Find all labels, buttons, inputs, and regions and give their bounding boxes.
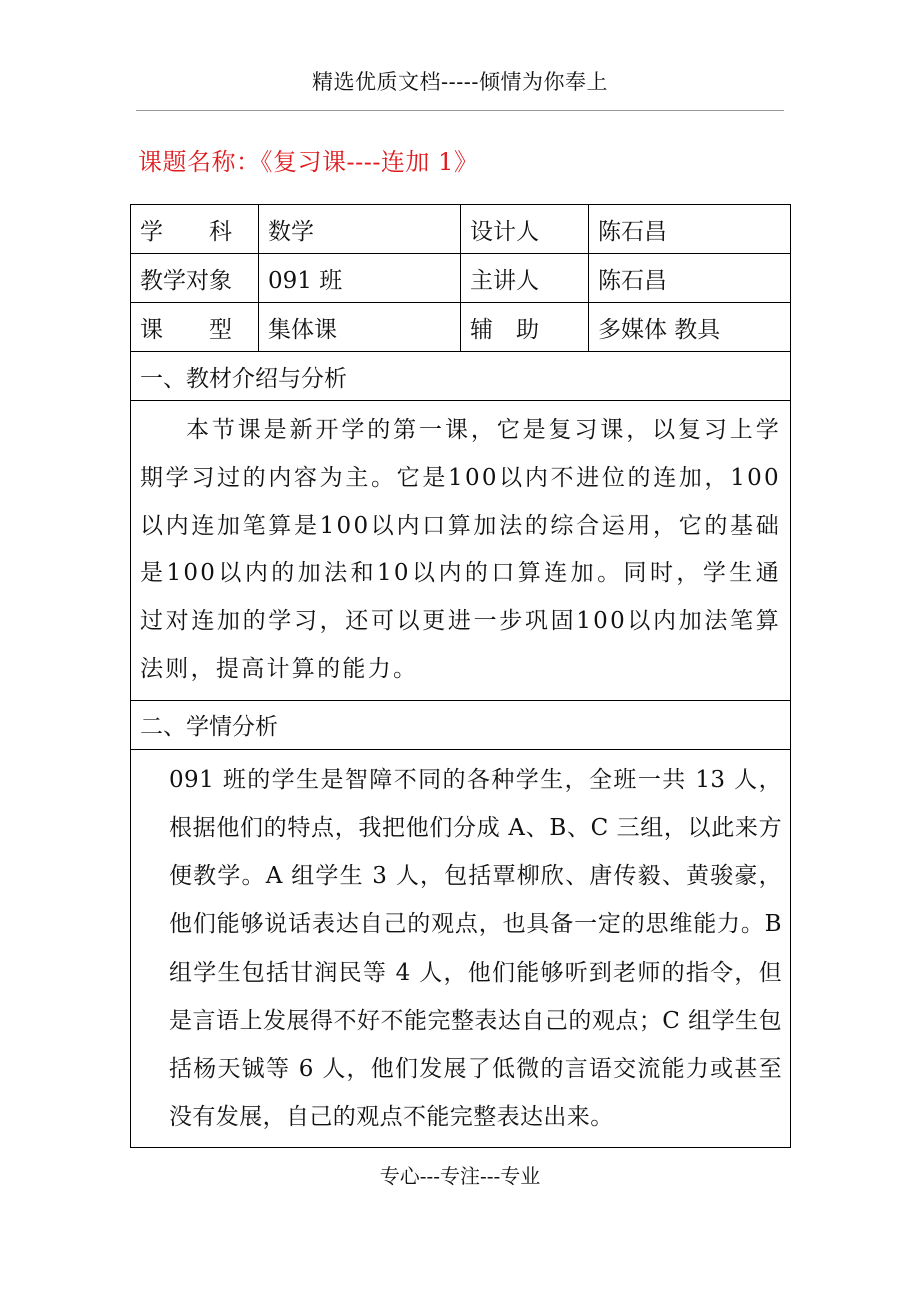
class-value: 091 班 <box>259 254 461 303</box>
students-analysis-text: 091 班的学生是智障不同的各种学生，全班一共 13 人，根据他们的特点，我把他们分成 A、B、C 三组，以此来方便教学。A 组学生 3 人，包括覃柳欣、唐传毅、黄骏豪，他们能够说话表达自己的观点，也具备一定的思维能力。B 组学生包括甘润民等 4 人，他们能够听到老师的指令，但是言语上发展得不好不能完整表达自己的观点；C 组学生包括杨天铖等 6 人，他们发展了低微的言语交流能力或甚至没有发展，自己的观点不能完整表达出来。 <box>131 749 791 1148</box>
section-body-row-students <box>131 749 791 1148</box>
lesson-plan-table <box>130 204 791 1148</box>
lecturer-value: 陈石昌 <box>589 254 791 303</box>
info-row-type <box>131 303 791 352</box>
info-row-subject <box>131 205 791 254</box>
type-label: 课 型 <box>131 303 259 352</box>
textbook-section-heading: 一、教材介绍与分析 <box>131 352 791 401</box>
designer-value: 陈石昌 <box>589 205 791 254</box>
textbook-analysis-text: 本节课是新开学的第一课，它是复习课，以复习上学期学习过的内容为主。它是100以内不进位的连加，100以内连加笔算是100以内口算加法的综合运用，它的基础是100以内的加法和10以内的口算连加。同时，学生通过对连加的学习，还可以更进一步巩固100以内加法笔算法则，提高计算的能力。 <box>131 401 791 701</box>
lesson-title: 课题名称：《复习课----连加 1》 <box>138 148 479 176</box>
aid-value: 多媒体 教具 <box>589 303 791 352</box>
aid-label: 辅 助 <box>461 303 589 352</box>
type-value: 集体课 <box>259 303 461 352</box>
header-divider <box>136 110 784 111</box>
page-footer: 专心---专注---专业 <box>379 1164 541 1188</box>
designer-label: 设计人 <box>461 205 589 254</box>
info-row-class <box>131 254 791 303</box>
section-heading-row-students <box>131 700 791 749</box>
page-header: 精选优质文档-----倾情为你奉上 <box>312 70 608 94</box>
subject-label: 学 科 <box>131 205 259 254</box>
students-section-heading: 二、学情分析 <box>131 700 791 749</box>
class-label: 教学对象 <box>131 254 259 303</box>
lecturer-label: 主讲人 <box>461 254 589 303</box>
section-body-row-textbook <box>131 401 791 701</box>
subject-value: 数学 <box>259 205 461 254</box>
section-heading-row-textbook <box>131 352 791 401</box>
